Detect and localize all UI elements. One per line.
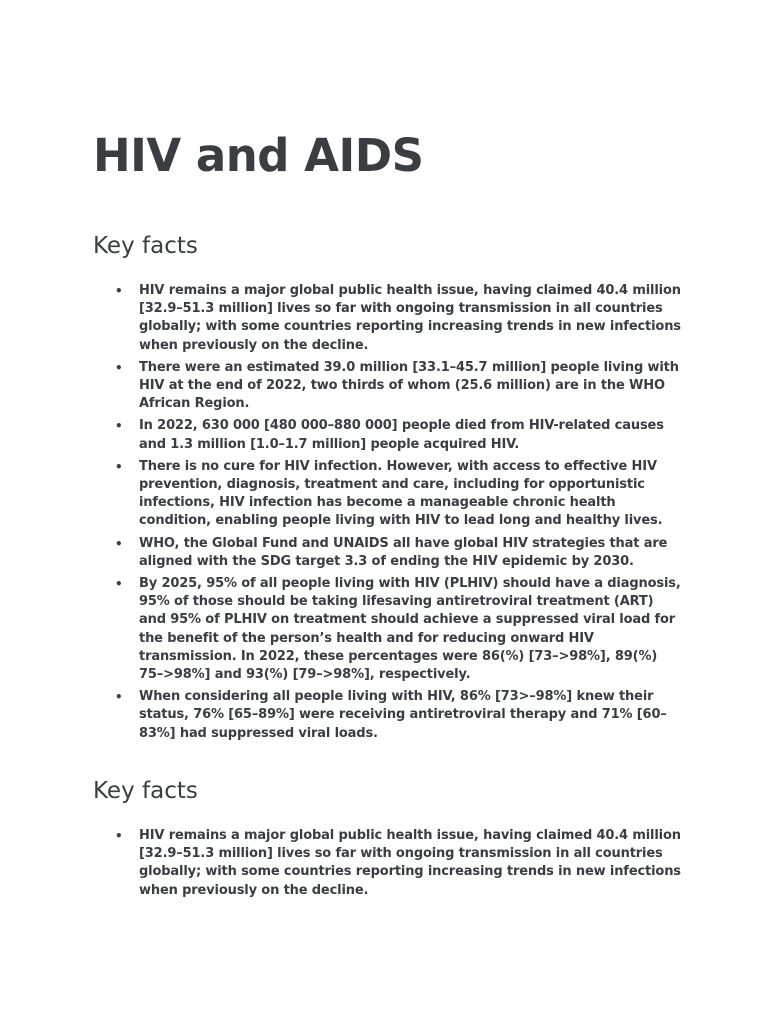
list-item — [93, 458, 683, 531]
bullet-icon: • — [115, 459, 123, 474]
section-heading: Key facts — [93, 778, 198, 804]
bullet-icon: • — [115, 829, 123, 843]
list-item — [93, 575, 683, 684]
list-item — [93, 359, 683, 414]
page-title: HIV and AIDS — [93, 129, 424, 182]
bullet-icon: • — [115, 690, 123, 705]
list-item-text: In 2022, 630 000 [480 000–880 000] people died from HIV-related causes and 1.3 million [1.0–1.7 million] people acquired HIV. — [139, 418, 664, 452]
list-item — [93, 417, 683, 453]
list-item-text: There is no cure for HIV infection. However, with access to effective HIV prevention, diagnosis, treatment and care, including for opportunistic infections, HIV infection has become a manageable chronic health condition, enabling people living with HIV to lead long and healthy lives. — [139, 458, 663, 529]
key-facts-list — [93, 827, 683, 900]
bullet-icon: • — [115, 536, 123, 551]
bullet-icon: • — [115, 577, 123, 592]
list-item — [93, 282, 683, 355]
list-item — [93, 688, 683, 743]
list-item-text: HIV remains a major global public health issue, having claimed 40.4 million [32.9–51.3 million] lives so far with ongoing transmission in all countries globally; with some countries reporting increasing trends in new infections when previously on the decline. — [139, 283, 681, 353]
key-facts-list — [93, 282, 683, 743]
key-facts-section — [93, 230, 683, 747]
bullet-icon: • — [115, 284, 123, 298]
list-item-text: There were an estimated 39.0 million [33.1–45.7 million] people living with HIV at the end of 2022, two thirds of whom (25.6 million) are in the WHO African Region. — [139, 359, 679, 412]
list-item — [93, 827, 683, 900]
bullet-icon: • — [115, 419, 123, 434]
list-item-text: WHO, the Global Fund and UNAIDS all have global HIV strategies that are aligned with the SDG target 3.3 of ending the HIV epidemic by 2030. — [139, 535, 668, 569]
key-facts-section — [93, 775, 683, 904]
list-item — [93, 535, 683, 571]
section-heading: Key facts — [93, 233, 198, 259]
bullet-icon: • — [115, 360, 123, 375]
list-item-text: HIV remains a major global public health issue, having claimed 40.4 million [32.9–51.3 million] lives so far with ongoing transmission in all countries globally; with some countries reporting increasing trends in new infections when previously on the decline. — [139, 828, 681, 898]
list-item-text: By 2025, 95% of all people living with HIV (PLHIV) should have a diagnosis, 95% of those should be taking lifesaving antiretroviral treatment (ART) and 95% of PLHIV on treatment should achieve a suppressed viral load for the benefit of the person’s health and for reducing onward HIV transmission. In 2022, these percentages were 86(%) [73–>98%], 89(%) 75–>98%] and 93(%) [79–>98%], respectively. — [139, 576, 681, 683]
list-item-text: When considering all people living with HIV, 86% [73>–98%] knew their status, 76% [65–89%] were receiving antiretroviral therapy and 71% [60–83%] had suppressed viral loads. — [139, 689, 667, 741]
